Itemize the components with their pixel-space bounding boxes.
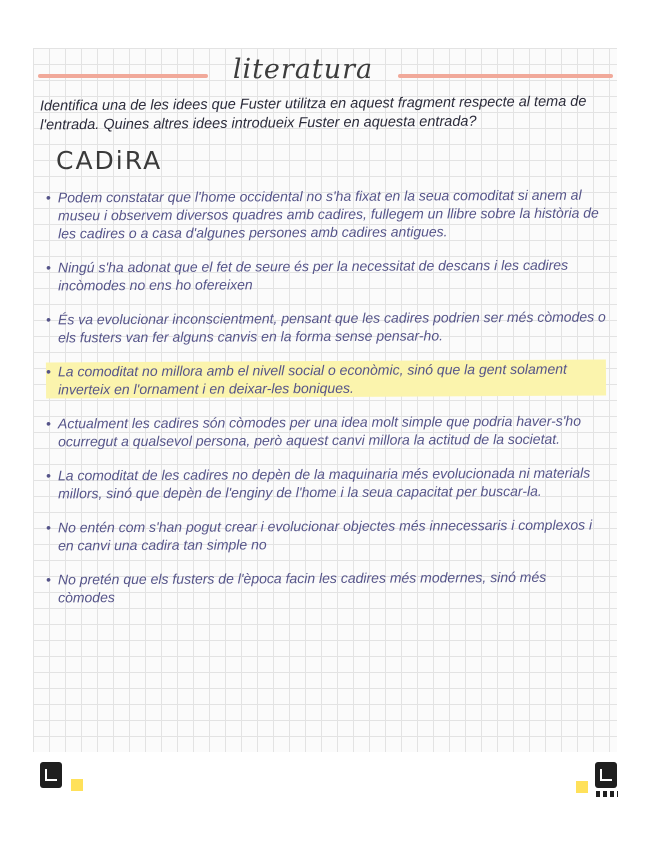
- corner-marker-right-icon: [595, 762, 617, 788]
- bullet-1: • Podem constatar que l'home occidental no s'ha fixat en la seua comoditat si anem al museu i observem diversos quadres amb cadires, fullegem un llibre sobre la història de les cadires o a casa d'algunes persones amb cadires antigues.: [46, 186, 606, 243]
- question-text: Identifica una de les idees que Fuster utilitza en aquest fragment respecte al tema de l'entrada. Quines altres idees introdueix Fuster en aquesta entrada?: [39, 93, 587, 134]
- bullet-list: [46, 187, 606, 621]
- bullet-8: • No pretén que els fusters de l'època facin les cadires més modernes, sinó més còmodes: [46, 568, 606, 607]
- bullet-3: • És va evolucionar inconscientment, pensant que les cadires podrien ser més còmodes o els fusters van fer alguns canvis en la forma sense pensar-ho.: [46, 308, 606, 347]
- sticky-note-left: [71, 779, 83, 791]
- bullet-6: • La comoditat de les cadires no depèn de la maquinaria més evolucionada ni materials millors, sinó que depèn de l'enginy de l'home i la seua capacitat per buscar-la.: [46, 464, 606, 503]
- bullet-7: • No entén com s'han pogut crear i evolucionar objectes més innecessaris i complexos i en canvi una cadira tan simple no: [46, 516, 606, 555]
- bullet-2: • Ningú s'ha adonat que el fet de seure és per la necessitat de descans i les cadires incòmodes no ens ho ofereixen: [46, 256, 606, 295]
- bullet-4-highlighted: • La comoditat no millora amb el nivell social o econòmic, sinó que la gent solament inverteix en l'ornament i en deixar-les boniques.: [46, 360, 606, 399]
- corner-dots: [596, 791, 618, 797]
- sticky-note-right: [576, 781, 588, 793]
- topic-heading: CADiRA: [56, 146, 163, 175]
- title-row: [38, 54, 618, 90]
- title-underline-right: [398, 74, 613, 78]
- bullet-5: • Actualment les cadires són còmodes per una idea molt simple que podria haver-s'ho ocurregut a qualsevol persona, però aquest canvi millora la actitud de la societat.: [46, 412, 606, 451]
- page-title: literatura: [232, 54, 374, 85]
- corner-marker-left-icon: [40, 762, 62, 788]
- title-underline-left: [38, 74, 208, 78]
